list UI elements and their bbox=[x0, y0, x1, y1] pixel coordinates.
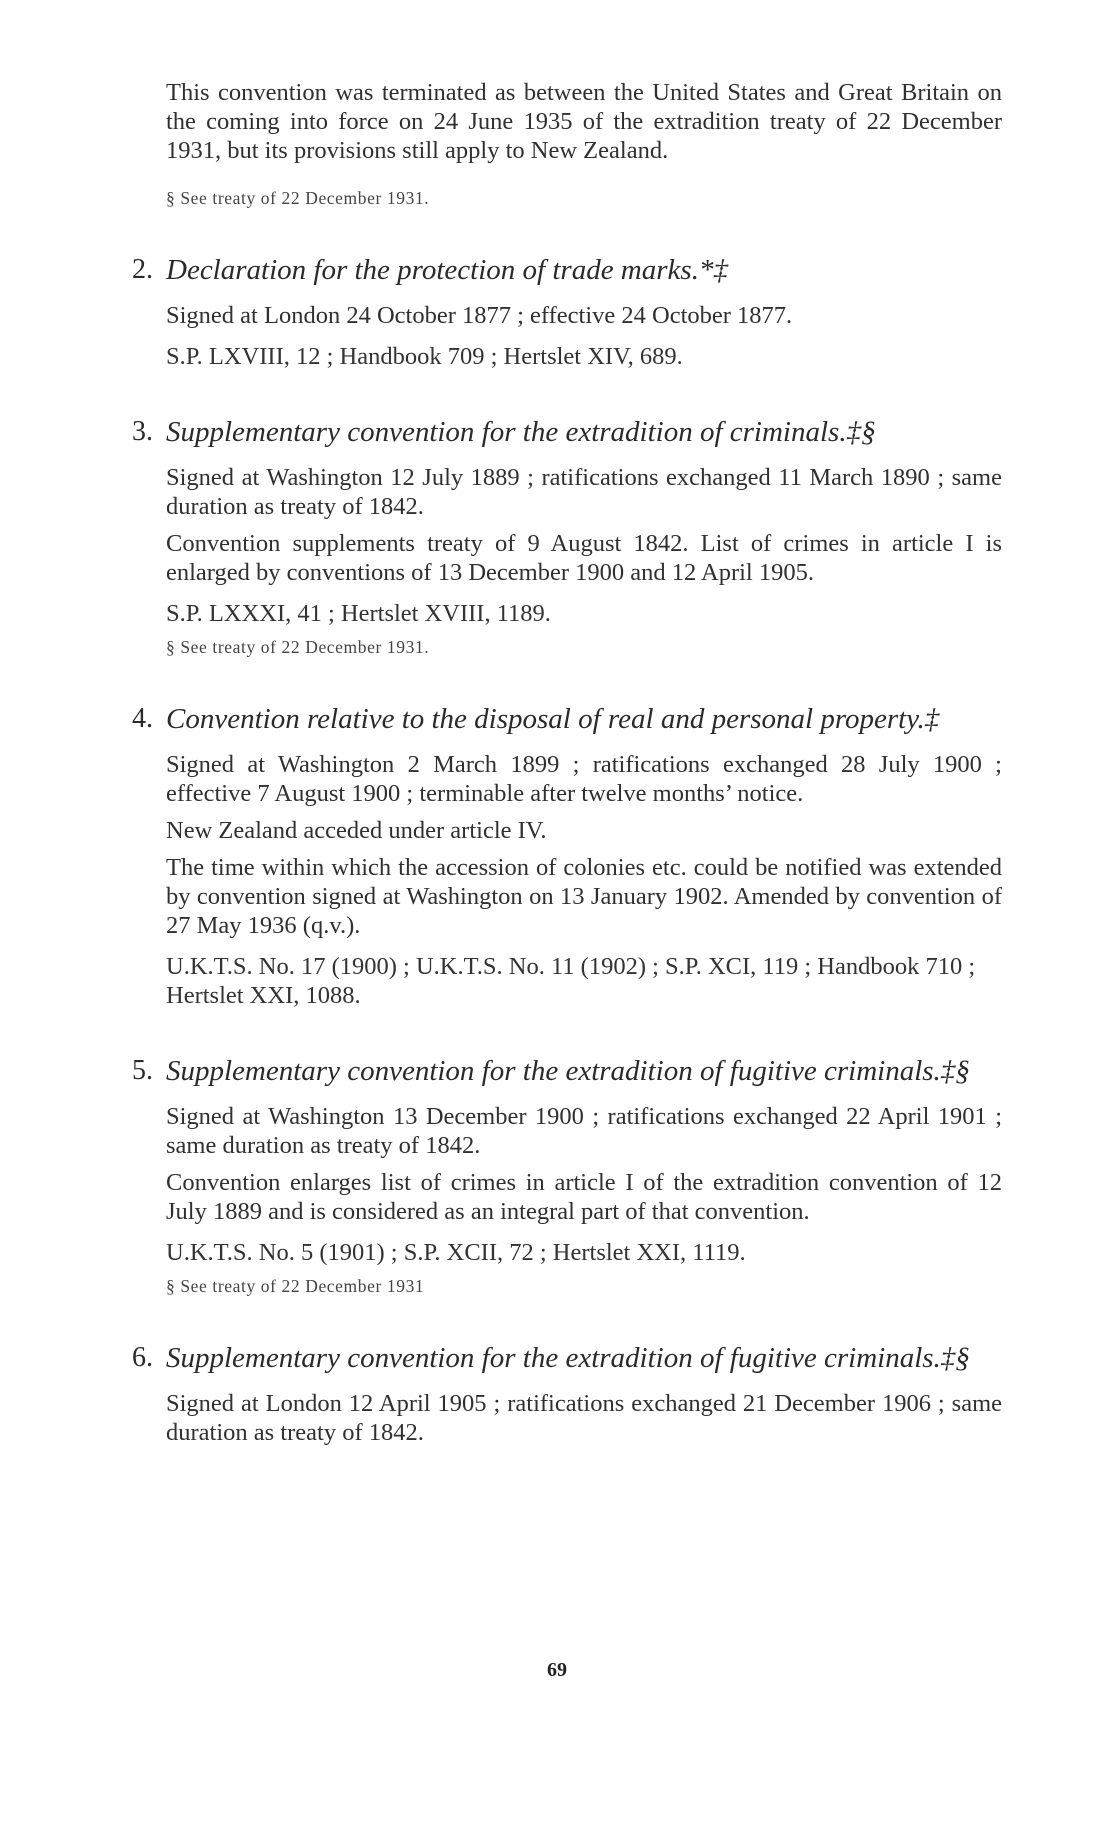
section-title: Supplementary convention for the extradition of fugitive criminals.‡§ bbox=[166, 1342, 970, 1374]
signed-details: Signed at London 12 April 1905 ; ratifications exchanged 21 December 1906 ; same duration as treaty of 1842. bbox=[166, 1390, 1002, 1446]
section-title: Supplementary convention for the extradition of fugitive criminals.‡§ bbox=[166, 1055, 970, 1087]
references: U.K.T.S. No. 17 (1900) ; U.K.T.S. No. 11 (1902) ; S.P. XCI, 119 ; Handbook 710 ; Hertslet XXI, 1088. bbox=[166, 953, 976, 1009]
section-heading bbox=[132, 702, 1002, 736]
footnote: § See treaty of 22 December 1931. bbox=[166, 637, 430, 657]
signed-details: Signed at Washington 2 March 1899 ; ratifications exchanged 28 July 1900 ; effective 7 August 1900 ; terminable after twelve months’ notice. bbox=[166, 751, 1002, 807]
references: U.K.T.S. No. 5 (1901) ; S.P. XCII, 72 ; Hertslet XXI, 1119. bbox=[166, 1239, 746, 1266]
section-number: 2. bbox=[132, 254, 153, 285]
page-number: 69 bbox=[547, 1659, 567, 1681]
section-number: 6. bbox=[132, 1342, 153, 1373]
section-4 bbox=[132, 702, 1002, 1010]
section-heading bbox=[132, 415, 1002, 449]
description: Convention enlarges list of crimes in article I of the extradition convention of 12 July 1889 and is considered as an integral part of that convention. bbox=[166, 1169, 1002, 1225]
accession-note: New Zealand acceded under article IV. bbox=[166, 817, 547, 844]
signed-details: Signed at Washington 13 December 1900 ; ratifications exchanged 22 April 1901 ; same duration as treaty of 1842. bbox=[166, 1103, 1002, 1159]
section-2 bbox=[132, 253, 1002, 371]
section-number: 3. bbox=[132, 416, 153, 447]
section-number: 4. bbox=[132, 703, 153, 734]
section-title: Declaration for the protection of trade marks.*‡ bbox=[166, 254, 728, 286]
section-heading bbox=[132, 1341, 1002, 1375]
section-3 bbox=[132, 415, 1002, 658]
description: Convention supplements treaty of 9 August 1842. List of crimes in article I is enlarged by conventions of 13 December 1900 and 12 April 1905. bbox=[166, 530, 1002, 586]
section-title: Supplementary convention for the extradition of criminals.‡§ bbox=[166, 416, 876, 448]
section-title: Convention relative to the disposal of real and personal property.‡ bbox=[166, 703, 940, 735]
footnote: § See treaty of 22 December 1931 bbox=[166, 1276, 425, 1296]
section-5 bbox=[132, 1054, 1002, 1297]
description: The time within which the accession of colonies etc. could be notified was extended by convention signed at Washington on 13 January 1902. Amended by convention of 27 May 1936 (q.v.). bbox=[166, 854, 1002, 939]
intro-paragraph: This convention was terminated as between the United States and Great Britain on the coming into force on 24 June 1935 of the extradition treaty of 22 December 1931, but its provisions still apply to New Zealand. bbox=[166, 79, 1002, 164]
signed-details: Signed at Washington 12 July 1889 ; ratifications exchanged 11 March 1890 ; same duration as treaty of 1842. bbox=[166, 464, 1002, 520]
intro-footnote: § See treaty of 22 December 1931. bbox=[166, 188, 430, 208]
section-heading bbox=[132, 253, 1002, 287]
section-number: 5. bbox=[132, 1055, 153, 1086]
references: S.P. LXXXI, 41 ; Hertslet XVIII, 1189. bbox=[166, 600, 551, 627]
signed-details: Signed at London 24 October 1877 ; effective 24 October 1877. bbox=[166, 302, 793, 329]
section-heading bbox=[132, 1054, 1002, 1088]
references: S.P. LXVIII, 12 ; Handbook 709 ; Hertslet XIV, 689. bbox=[166, 343, 683, 370]
document-page bbox=[132, 78, 1002, 1447]
section-6 bbox=[132, 1341, 1002, 1447]
